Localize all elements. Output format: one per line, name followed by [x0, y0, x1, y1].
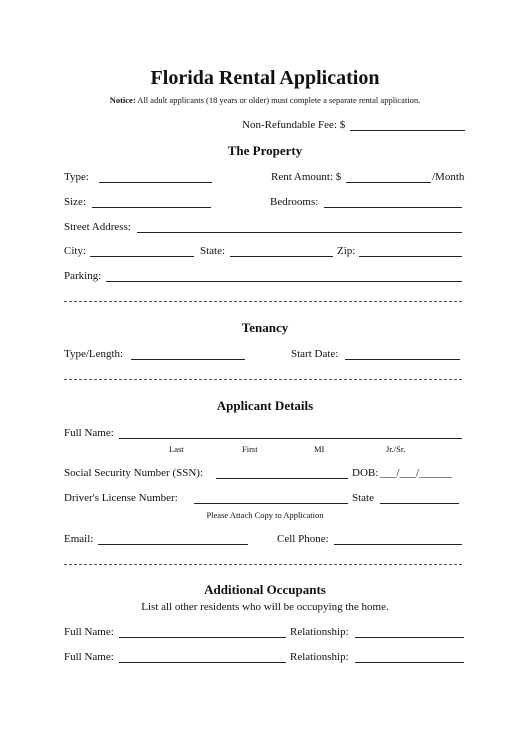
full-name-label: Full Name: [64, 427, 114, 439]
email-field[interactable] [98, 544, 248, 545]
rent-amount-field[interactable] [346, 182, 431, 183]
occupants-intro: List all other residents who will be occupying the home. [141, 601, 389, 613]
start-date-field[interactable] [345, 359, 460, 360]
occupant-name-label: Full Name: [64, 651, 114, 663]
state-label: State: [200, 245, 226, 257]
state-field[interactable] [230, 256, 333, 257]
occupant-relationship-label: Relationship: [290, 651, 349, 663]
type-length-label: Type/Length: [64, 348, 124, 360]
start-date-label: Start Date: [291, 348, 339, 360]
type-length-field[interactable] [131, 359, 245, 360]
notice [0, 95, 530, 105]
full-name-field[interactable] [119, 438, 462, 439]
occupant-name-field[interactable] [119, 637, 286, 638]
name-part-mi: MI [314, 444, 325, 454]
name-part-first: First [242, 444, 258, 454]
section-tenancy: Tenancy [241, 320, 289, 335]
license-field[interactable] [194, 503, 348, 504]
section-divider [64, 379, 462, 380]
occupant-relationship-field[interactable] [355, 662, 464, 663]
zip-field[interactable] [359, 256, 462, 257]
section-occupants: Additional Occupants [204, 582, 326, 597]
occupant-relationship-label: Relationship: [290, 626, 349, 638]
dob-label: DOB: [352, 467, 379, 479]
license-state-label: State [352, 492, 374, 504]
parking-field[interactable] [106, 281, 462, 282]
license-label: Driver's License Number: [64, 492, 178, 504]
fee-label: Non-Refundable Fee: $ [242, 119, 346, 131]
fee-field[interactable] [350, 130, 465, 131]
dob-field[interactable]: ___/___/______ [380, 467, 453, 479]
occupant-name-field[interactable] [119, 662, 286, 663]
section-property: The Property [227, 143, 303, 158]
zip-label: Zip: [337, 245, 356, 257]
attach-note: Please Attach Copy to Application [206, 510, 324, 520]
license-state-field[interactable] [380, 503, 459, 504]
page-title: Florida Rental Application [150, 67, 380, 89]
section-divider [64, 564, 462, 565]
property-type-label: Type: [64, 171, 89, 183]
bedrooms-field[interactable] [324, 207, 462, 208]
cell-phone-label: Cell Phone: [277, 533, 329, 545]
street-address-label: Street Address: [64, 221, 131, 233]
section-divider [64, 301, 462, 302]
notice-label: Notice: [109, 95, 136, 105]
street-address-field[interactable] [137, 232, 462, 233]
city-label: City: [64, 245, 87, 257]
bedrooms-label: Bedrooms: [270, 196, 319, 208]
size-field[interactable] [92, 207, 211, 208]
cell-phone-field[interactable] [334, 544, 462, 545]
section-applicant: Applicant Details [216, 398, 314, 413]
ssn-label: Social Security Number (SSN): [64, 467, 204, 479]
name-part-last: Last [169, 444, 184, 454]
name-part-suffix: Jr./Sr. [386, 444, 406, 454]
notice-text: All adult applicants (18 years or older) must complete a separate rental application. [135, 95, 421, 105]
email-label: Email: [64, 533, 94, 545]
rent-amount-label: Rent Amount: $ [271, 171, 342, 183]
city-field[interactable] [90, 256, 194, 257]
per-month-label: /Month [432, 171, 465, 183]
occupant-name-label: Full Name: [64, 626, 114, 638]
occupant-relationship-field[interactable] [355, 637, 464, 638]
parking-label: Parking: [64, 270, 102, 282]
ssn-field[interactable] [216, 478, 348, 479]
property-type-field[interactable] [99, 182, 212, 183]
size-label: Size: [64, 196, 86, 208]
